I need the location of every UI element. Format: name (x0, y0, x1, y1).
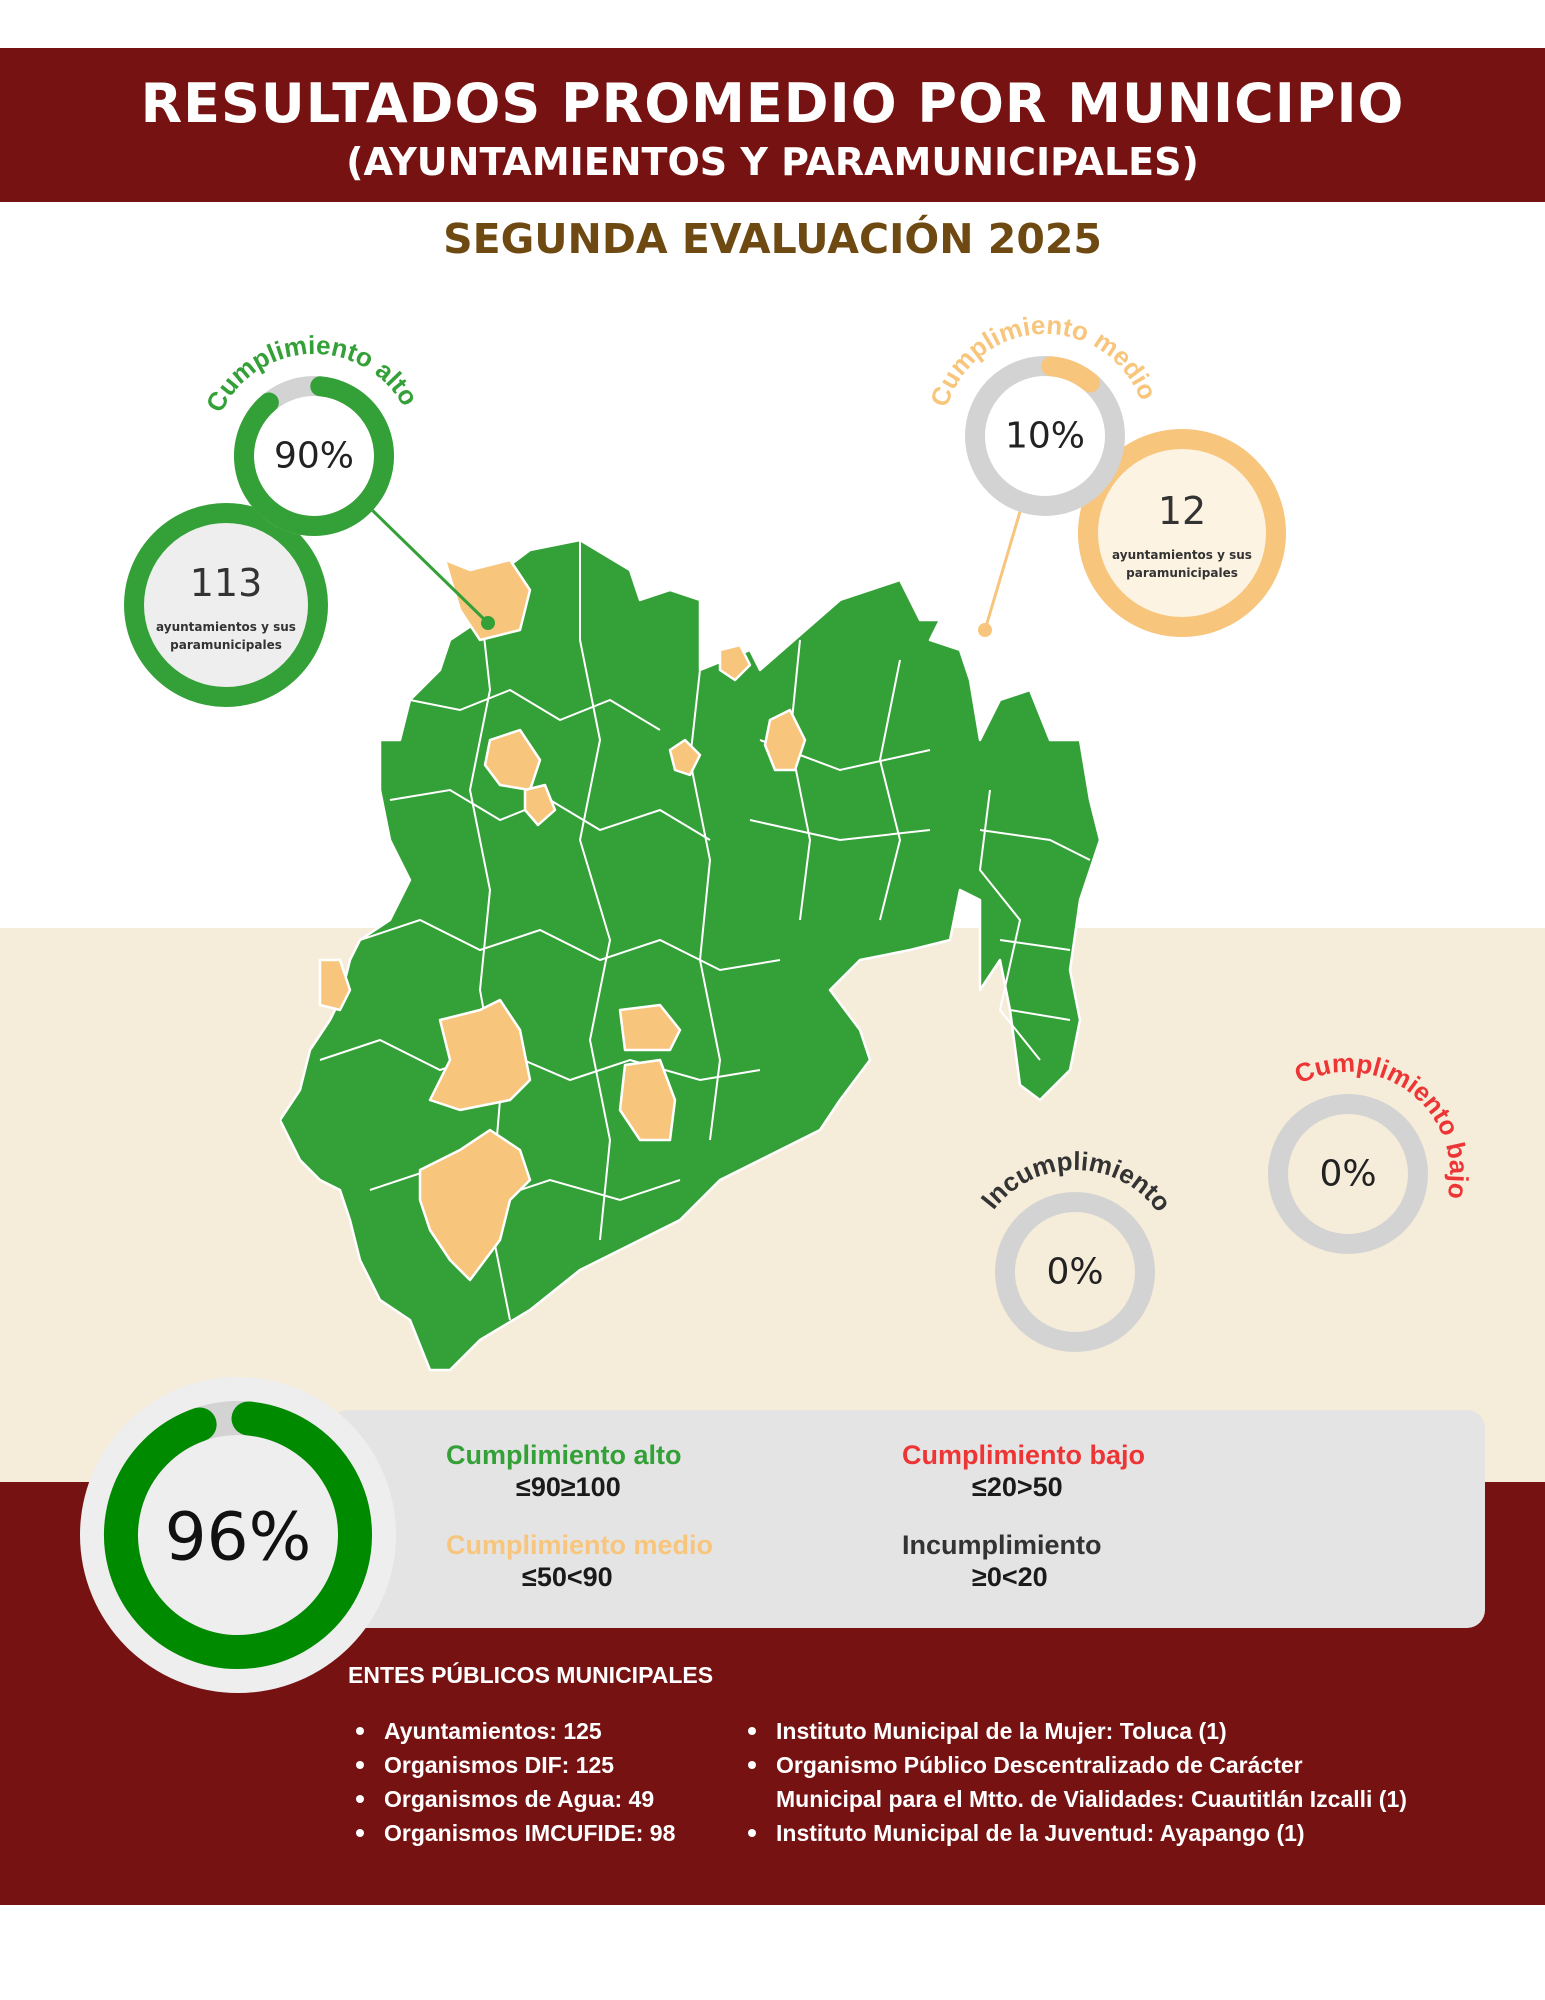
incumplimiento-percent: 0% (1046, 1251, 1104, 1293)
list-item: Ayuntamientos: 125 (348, 1714, 675, 1748)
list-item: Organismo Público Descentralizado de Carácter (740, 1748, 1407, 1782)
alto-count-count: 113 (189, 561, 263, 605)
legend-panel (330, 1410, 1485, 1628)
list-item: Organismos de Agua: 49 (348, 1782, 675, 1816)
medio-percent: 10% (1004, 415, 1086, 457)
medio-count-detail-1: ayuntamientos y sus (1112, 548, 1252, 562)
list-item-continuation: Municipal para el Mtto. de Vialidades: Cuautitlán Izcalli (1) (776, 1786, 1407, 1812)
alto-count-detail-1: ayuntamientos y sus (156, 620, 296, 634)
list-item: Organismos DIF: 125 (348, 1748, 675, 1782)
medio-connector (985, 505, 1022, 630)
legend-incumplimiento-range: ≥0<20 (972, 1562, 1048, 1592)
incumplimiento-title: Incumplimiento (974, 1145, 1178, 1218)
legend-bajo-label: Cumplimiento bajo (902, 1440, 1145, 1470)
entes-list-left (348, 1714, 675, 1850)
list-item: Instituto Municipal de la Mujer: Toluca (1) (740, 1714, 1407, 1748)
evaluation-title: SEGUNDA EVALUACIÓN 2025 (443, 215, 1102, 263)
entes-title: ENTES PÚBLICOS MUNICIPALES (348, 1662, 714, 1688)
overall-donut (80, 1377, 396, 1693)
legend-alto-range: ≤90≥100 (516, 1472, 621, 1502)
medio-count-count: 12 (1157, 489, 1207, 533)
legend-medio-range: ≤50<90 (522, 1562, 613, 1592)
alto-connector-dot (481, 616, 495, 630)
medio-title: Cumplimiento medio (923, 309, 1164, 411)
alto-percent: 90% (273, 435, 355, 477)
legend-alto-label: Cumplimiento alto (446, 1440, 682, 1470)
overall-percent: 96% (164, 1498, 312, 1576)
medio-donut-arc (1051, 366, 1090, 382)
bajo-title: Cumplimiento bajo (1290, 1047, 1475, 1202)
list-item: Organismos IMCUFIDE: 98 (348, 1816, 675, 1850)
alto-count-circle (134, 513, 318, 697)
legend-incumplimiento-label: Incumplimiento (902, 1530, 1102, 1560)
alto-title: Cumplimiento alto (199, 329, 425, 417)
medio-count-detail-2: paramunicipales (1126, 566, 1238, 580)
alto-count-detail-2: paramunicipales (170, 638, 282, 652)
medio-connector-dot (978, 623, 992, 637)
entes-list-right (740, 1714, 1407, 1850)
page-subtitle: (AYUNTAMIENTOS Y PARAMUNICIPALES) (346, 140, 1199, 184)
page-title: RESULTADOS PROMEDIO POR MUNICIPIO (140, 72, 1405, 135)
bajo-percent: 0% (1319, 1153, 1377, 1195)
legend-medio-label: Cumplimiento medio (446, 1530, 714, 1560)
legend-bajo-range: ≤20>50 (972, 1472, 1063, 1502)
list-item: Instituto Municipal de la Juventud: Ayapango (1) (740, 1816, 1407, 1850)
alto-connector (370, 508, 488, 623)
